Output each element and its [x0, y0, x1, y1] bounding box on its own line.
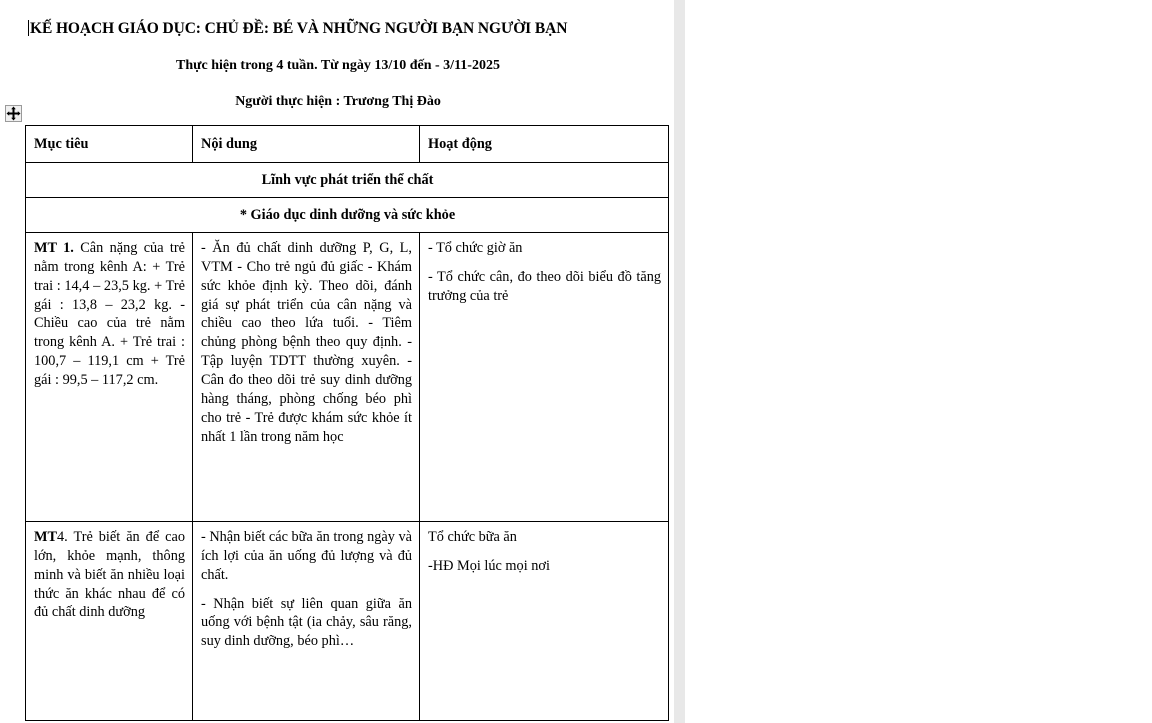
- activity-line-2: - Tổ chức cân, đo theo dõi biểu đồ tăng trưởng của trẻ: [428, 268, 661, 304]
- column-header-hoat-dong: Hoạt động: [420, 126, 669, 163]
- band-label-linh-vuc: Lĩnh vực phát triển thể chất: [26, 163, 669, 198]
- objective-text-mt1: Cân nặng của trẻ nằm trong kênh A: + Trẻ trai : 14,4 – 23,5 kg. + Trẻ gái : 13,8 – 23,2 kg. - Chiều cao của trẻ nằm trong kênh A. + Trẻ trai : 100,7 – 119,1 cm + Trẻ gái : 99,5 – 117,2 cm.: [34, 240, 185, 389]
- activity-line-2: -HĐ Mọi lúc mọi nơi: [428, 557, 550, 574]
- cell-hoat-dong-mt4[interactable]: [420, 522, 669, 721]
- table-row[interactable]: [26, 522, 669, 721]
- cell-noi-dung-mt1[interactable]: - Ăn đủ chất dinh dưỡng P, G, L, VTM - Cho trẻ ngủ đủ giấc - Khám sức khỏe định kỳ. Theo dõi, đánh giá sự phát triển của cân nặng và chiều cao theo lứa tuổi. - Tiêm chủng phòng bệnh theo quy định. - Tập luyện TDTT thường xuyên. - Cân đo theo dõi trẻ suy dinh dưỡng hàng tháng, phòng chống béo phì cho trẻ - Trẻ được khám sức khỏe ít nhất 1 lần trong năm học: [193, 233, 420, 522]
- content-line-1: - Nhận biết các bữa ăn trong ngày và ích lợi của ăn uống đủ lượng và đủ chất.: [201, 529, 412, 583]
- column-header-muc-tieu: Mục tiêu: [26, 126, 193, 163]
- objective-code-mt1: MT 1.: [34, 240, 74, 256]
- page-gap-strip: [674, 0, 685, 723]
- activity-line-1: Tổ chức bữa ăn: [428, 529, 517, 545]
- document-subtitle-duration: Thực hiện trong 4 tuần. Từ ngày 13/10 đến - 3/11-2025: [176, 58, 500, 73]
- document-title: [28, 20, 648, 38]
- education-plan-table[interactable]: [25, 125, 669, 721]
- objective-code-mt4: MT: [34, 529, 58, 545]
- cell-noi-dung-mt4[interactable]: [193, 522, 420, 721]
- table-row[interactable]: [26, 233, 669, 522]
- column-header-noi-dung: Nội dung: [193, 126, 420, 163]
- table-band-row-subdomain: [26, 198, 669, 233]
- content-line-2: - Nhận biết sự liên quan giữa ăn uống với bệnh tật (ia chảy, sâu răng, suy dinh dưỡng, béo phì…: [201, 595, 412, 650]
- document-title-text: KẾ HOẠCH GIÁO DỤC: CHỦ ĐỀ: BÉ VÀ NHỮNG NGƯỜI BẠN NGƯỜI BẠN: [30, 20, 568, 37]
- cell-muc-tieu-mt1[interactable]: [26, 233, 193, 522]
- table-header-row: [26, 126, 669, 163]
- table-move-handle-icon[interactable]: [5, 105, 22, 122]
- document-subtitle-author: Người thực hiện : Trương Thị Đào: [235, 94, 441, 109]
- objective-text-mt4: 4. Trẻ biết ăn để cao lớn, khỏe mạnh, thông minh và biết ăn nhiều loại thức ăn khác nhau để có đủ chất dinh dưỡng: [34, 529, 185, 621]
- workspace-background: [685, 0, 1152, 723]
- activity-line-1: - Tổ chức giờ ăn: [428, 240, 523, 256]
- band-label-giao-duc: * Giáo dục dinh dưỡng và sức khỏe: [26, 198, 669, 233]
- text-caret: [28, 20, 29, 36]
- table-band-row-domain: [26, 163, 669, 198]
- cell-muc-tieu-mt4[interactable]: [26, 522, 193, 721]
- cell-hoat-dong-mt1[interactable]: [420, 233, 669, 522]
